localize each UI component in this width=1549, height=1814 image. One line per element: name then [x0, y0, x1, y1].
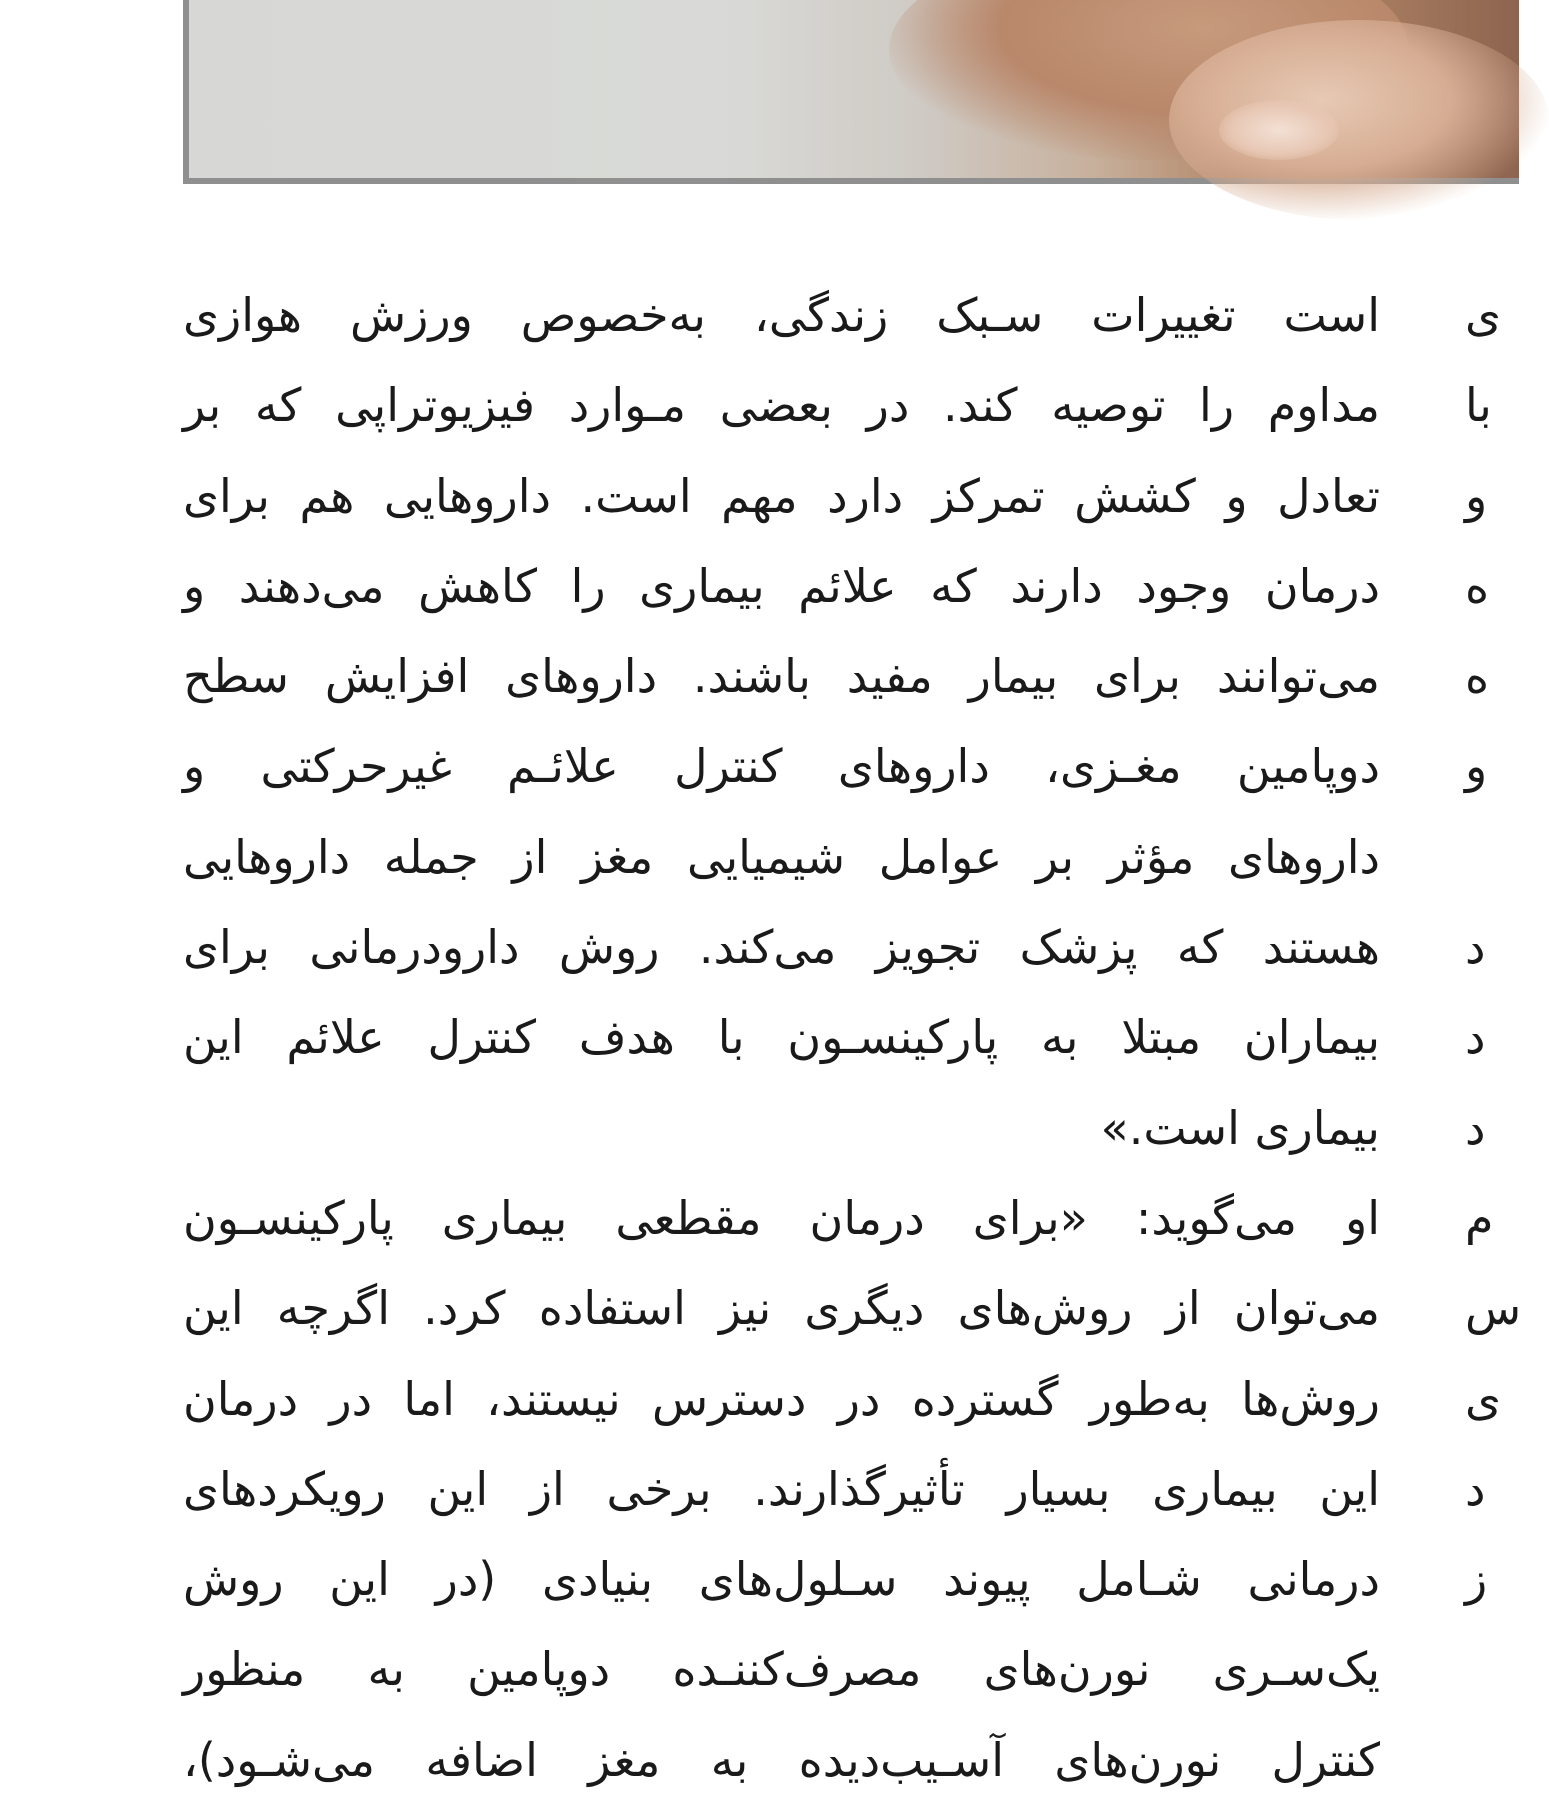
text-line: یک‌سـری نورن‌های مصرف‌کننـده دوپامین به منظور — [183, 1642, 1380, 1697]
text-line: او می‌گوید: «برای درمان مقطعی بیماری پارکینسـون — [183, 1190, 1380, 1245]
adjacent-column-fragment: و — [1465, 468, 1488, 523]
text-line: مداوم را توصیه کند. در بعضی مـوارد فیزیوتراپی که بر — [183, 378, 1380, 433]
adjacent-column-fragment: د — [1465, 920, 1486, 975]
adjacent-column-fragment: ى — [1465, 288, 1502, 342]
text-line: است تغییرات سـبک زندگی، به‌خصوص ورزش هوازی — [183, 288, 1380, 342]
adjacent-column-edge — [1465, 270, 1525, 1624]
adjacent-column-fragment: ه — [1465, 649, 1490, 704]
text-line: می‌توان از روش‌های دیگری نیز استفاده کرد. اگرچه این — [183, 1281, 1380, 1336]
text-line: این بیماری بسیار تأثیرگذارند. برخی از این رویکردهای — [183, 1461, 1380, 1516]
text-line: روش‌ها به‌طور گسترده در دسترس نیستند، اما در درمان — [183, 1371, 1380, 1426]
article-text-column — [183, 270, 1380, 1805]
adjacent-column-fragment: با — [1465, 378, 1492, 433]
adjacent-column-fragment: ه — [1465, 558, 1490, 613]
adjacent-column-fragment: د — [1465, 1100, 1486, 1155]
adjacent-column-fragment: س — [1465, 1281, 1522, 1336]
adjacent-column-fragment: ى — [1465, 1371, 1502, 1426]
adjacent-column-fragment: د — [1465, 1461, 1486, 1516]
adjacent-column-fragment: د — [1465, 1010, 1486, 1065]
photo-fingertip — [1219, 100, 1339, 160]
adjacent-column-fragment — [1465, 812, 1525, 902]
text-line: هستند که پزشک تجویز می‌کند. روش دارودرمانی برای — [183, 920, 1380, 975]
text-line: درمان وجود دارند که علائم بیماری را کاهش می‌دهند و — [183, 558, 1380, 613]
text-line: درمانی شـامل پیوند سـلول‌های بنیادی (در این روش — [183, 1552, 1380, 1607]
text-line: تعادل و کشش تمرکز دارد مهم است. داروهایی هم برای — [183, 468, 1380, 523]
text-line: می‌توانند برای بیمار مفید باشند. داروهای افزایش سطح — [183, 649, 1380, 704]
text-line: کنترل نورن‌های آسـیب‌دیده به مغز اضافه می‌شـود)، — [183, 1732, 1380, 1787]
adjacent-column-fragment: ز — [1465, 1552, 1488, 1607]
article-photo — [183, 0, 1519, 184]
text-line: بیماری است.» — [1100, 1100, 1380, 1155]
text-line: داروهای مؤثر بر عوامل شیمیایی مغز از جمله داروهایی — [183, 829, 1380, 884]
text-line: بیماران مبتلا به پارکینسـون با هدف کنترل علائم این — [183, 1010, 1380, 1065]
text-line: دوپامین مغـزی، داروهای کنترل علائـم غیرحرکتی و — [183, 739, 1380, 794]
adjacent-column-fragment: م — [1465, 1190, 1494, 1245]
adjacent-column-fragment: و — [1465, 739, 1488, 794]
